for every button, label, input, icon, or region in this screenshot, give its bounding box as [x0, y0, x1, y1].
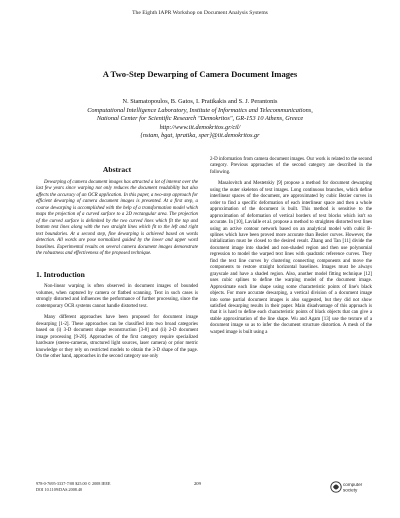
computer-society-logo-icon [330, 478, 366, 496]
right-paragraph-2: Masalovitch and Mestetskiy [9] propose a method for document dewarping using the outer skeleton of text images. Long continuous branches, which define interlinear spaces of the document, are approximated by cubic Bezier curves in order to find a specific deformation of each interlinear space and then a whole approximation of the document is built. This method is sensitive to the approximation of deformation of vertical borders of text blocks which isn't so accurate. In [10], Lavialle et al. propose a method to straighten distorted text lines using an active contour network based on an analytical model with cubic B-splines which have been proved more accurate than Bezier curves. However, the initialization must be closed to the desired result. Zhang and Tan [11] divide the document image into shaded and non-shaded region and then use polynomial regression to model the warped text lines with quadratic reference curves. They find the text line curves by clustering connecting components and move the components to restore straight horizontal baselines. Images must be always grayscale and have a shaded region. Also, another model fitting technique [12] uses cubic splines to define the warping model of the document image. Approximate each line shape using some characteristic points of line's black objects. For more accurate dewarping, a vertical division of a document image into some partial document images is also suggested, but they did not show satisfied dewarping results in their paper. Main disadvantage of this approach is that it is hard to define each characteristic points of black objects that can give a stable approximation of the line shape. Wu and Agam [13] use the texture of a document image so as to infer the document structure distortion. A mesh of the warped image is built using a [210, 181, 372, 335]
logo-text-bottom: society [343, 487, 358, 493]
logo-text-top: computer [343, 482, 363, 487]
paper-title: A Two-Step Dewarping of Camera Document Images [102, 69, 298, 79]
workshop-header: The Eighth IAPR Workshop on Document Analysis Systems [132, 10, 268, 16]
intro-paragraph-2: Many different approaches have been proposed for document image dewarping [1-2]. These approaches can be classified into two broad categories based on (i) 3-D document shape reconstruction [3-8] and (ii) 2-D document image processing [9-20]. Approaches of the first category require specialized hardware (stereo-cameras, structured light sources, laser camera) or prior metric knowledge or they rely on restricted models to obtain the 3-D shape of the page. On the other hand, approaches in the second category use only [36, 315, 198, 359]
page-number: 209 [194, 481, 201, 486]
computer-society-logo [330, 478, 366, 496]
page-footer [36, 481, 366, 492]
introduction-heading: 1. Introduction [36, 270, 85, 280]
affiliation-line-1: Computational Intelligence Laboratory, Institute of Informatics and Telecommunications, [87, 106, 313, 114]
author-block [40, 98, 360, 141]
affiliation-line-2: National Center for Scientific Research "Demokritos", GR-153 10 Athens, Greece [96, 115, 304, 123]
abstract-heading: Abstract [102, 165, 132, 174]
left-column [36, 165, 198, 360]
author-emails: {nstam, bgat, ipratika, sper}@iit.demokritos.gr [140, 132, 260, 140]
doi-line: DOI 10.1109/DAS.2008.40 [36, 486, 83, 492]
lab-url: http://www.iit.demokritos.gr/cil/ [159, 123, 241, 131]
right-column [210, 157, 372, 336]
right-paragraph-1: 2-D information from camera document images. Our work is related to the second category. Previous approaches of the second category are described in the following. [210, 157, 372, 175]
intro-paragraph-1: Non-linear warping is often observed in document images of bounded volumes, when captured by camera or flatbed scanning. Text in such cases is strongly distorted and influences the performance of further processing, since the contemporary OCR systems cannot handle distorted text. [36, 284, 198, 309]
isbn-line: 978-0-7695-3337-7/08 $25.00 © 2008 IEEE [36, 481, 111, 486]
author-names: N. Stamatopoulos, B. Gatos, I. Pratikakis and S. J. Perantonis [122, 98, 278, 105]
abstract-text: Dewarping of camera document images has attracted a lot of interest over the last few years since warping not only reduces the document readability but also affects the accuracy of an OCR application. In this paper, a two-step approach for efficient dewarping of camera document images is presented. At a first step, a coarse dewarping is accomplished with the help of a transformation model which maps the projection of a curved surface to a 2D rectangular area. The projection of the curved surface is delimited by the two curved lines which fit the top and bottom text lines along with the two straight lines which fit to the left and right text boundaries. At a second step, fine dewarping is achieved based on words detection. All words are pose normalized guided by the lower and upper word baselines. Experimental results on several camera document images demonstrate the robustness and effectiveness of the proposed technique. [36, 180, 198, 256]
